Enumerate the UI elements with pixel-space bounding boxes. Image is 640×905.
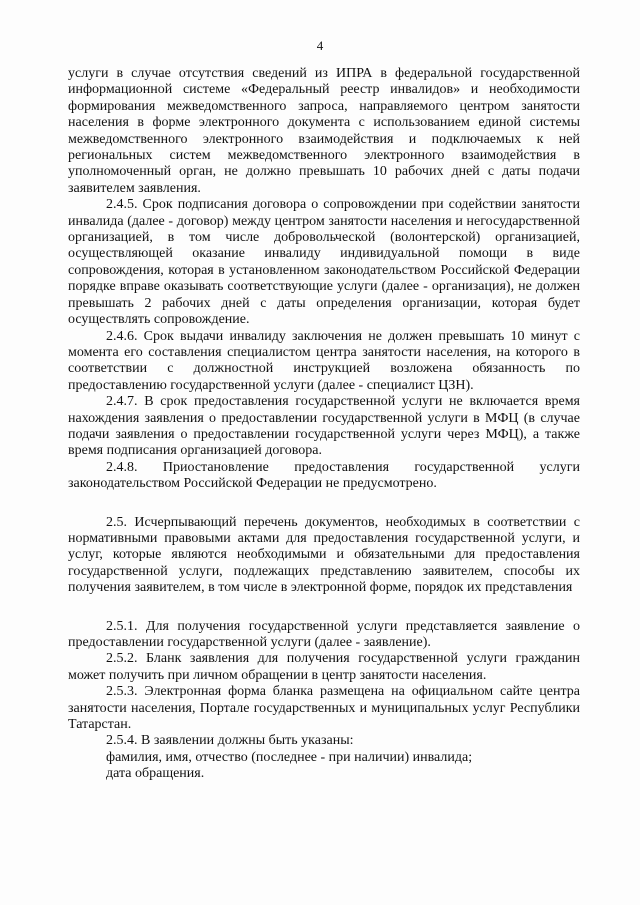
paragraph-2-5-4: 2.5.4. В заявлении должны быть указаны:	[106, 733, 354, 749]
paragraph-2-4-7: 2.4.7. В срок предоставления государственной услуги не включается время нахождения заявления о предоставлении государственной услуги в МФЦ (в случае подачи заявления о предоставлении государственной услуги через МФЦ), а также время подписания организацией договора.	[68, 394, 580, 459]
list-item-date: дата обращения.	[106, 766, 205, 782]
page-number: 4	[316, 38, 324, 53]
section-heading-2-5: 2.5. Исчерпывающий перечень документов, необходимых в соответствии с нормативными правовыми актами для предоставления государственной услуги, и услуг, которые являются необходимыми и обязательными для предоставления государственной услуги, подлежащих представлению заявителем, способы их получения заявителем, в том числе в электронной форме, порядок их представления	[68, 514, 580, 596]
document-body	[68, 66, 580, 783]
paragraph-2-4-5: 2.4.5. Срок подписания договора о сопровождении при содействии занятости инвалида (далее - договор) между центром занятости населения и негосударственной организацией, в том числе добровольческой (волонтерской) организацией, осуществляющей оказание инвалиду индивидуальной помощи в виде сопровождения, которая в установленном законодательством Российской Федерации порядке вправе оказывать соответствующие услуги (далее - организация), не должен превышать 2 рабочих дней с даты определения организации, которая будет осуществлять сопровождение.	[68, 197, 580, 328]
paragraph-2-5-1: 2.5.1. Для получения государственной услуги представляется заявление о предоставлении государственной услуги (далее - заявление).	[68, 618, 580, 650]
list-item-full-name: фамилия, имя, отчество (последнее - при наличии) инвалида;	[106, 749, 473, 765]
paragraph-2-5-3: 2.5.3. Электронная форма бланка размещена на официальном сайте центра занятости населения, Портале государственных и муниципальных услуг Республики Татарстан.	[68, 684, 580, 733]
paragraph-2-4-8: 2.4.8. Приостановление предоставления государственной услуги законодательством Российской Федерации не предусмотрено.	[68, 459, 580, 492]
paragraph-continuation: услуги в случае отсутствия сведений из ИПРА в федеральной государственной информационной системе «Федеральный реестр инвалидов» и необходимости формирования межведомственного запроса, направляемого центром занятости населения в форме электронного документа с использованием единой системы межведомственного электронного взаимодействия и подключаемых к ней региональных систем межведомственного электронного взаимодействия в уполномоченный орган, не должно превышать 10 рабочих дней с даты подачи заявителем заявления.	[68, 66, 580, 196]
paragraph-2-5-2: 2.5.2. Бланк заявления для получения государственной услуги гражданин может получить при личном обращении в центр занятости населения.	[68, 651, 580, 683]
paragraph-2-4-6: 2.4.6. Срок выдачи инвалиду заключения не должен превышать 10 минут с момента его составления специалистом центра занятости населения, на которого в соответствии с должностной инструкцией возложена обязанность по предоставлению государственной услуги (далее - специалист ЦЗН).	[68, 328, 580, 393]
